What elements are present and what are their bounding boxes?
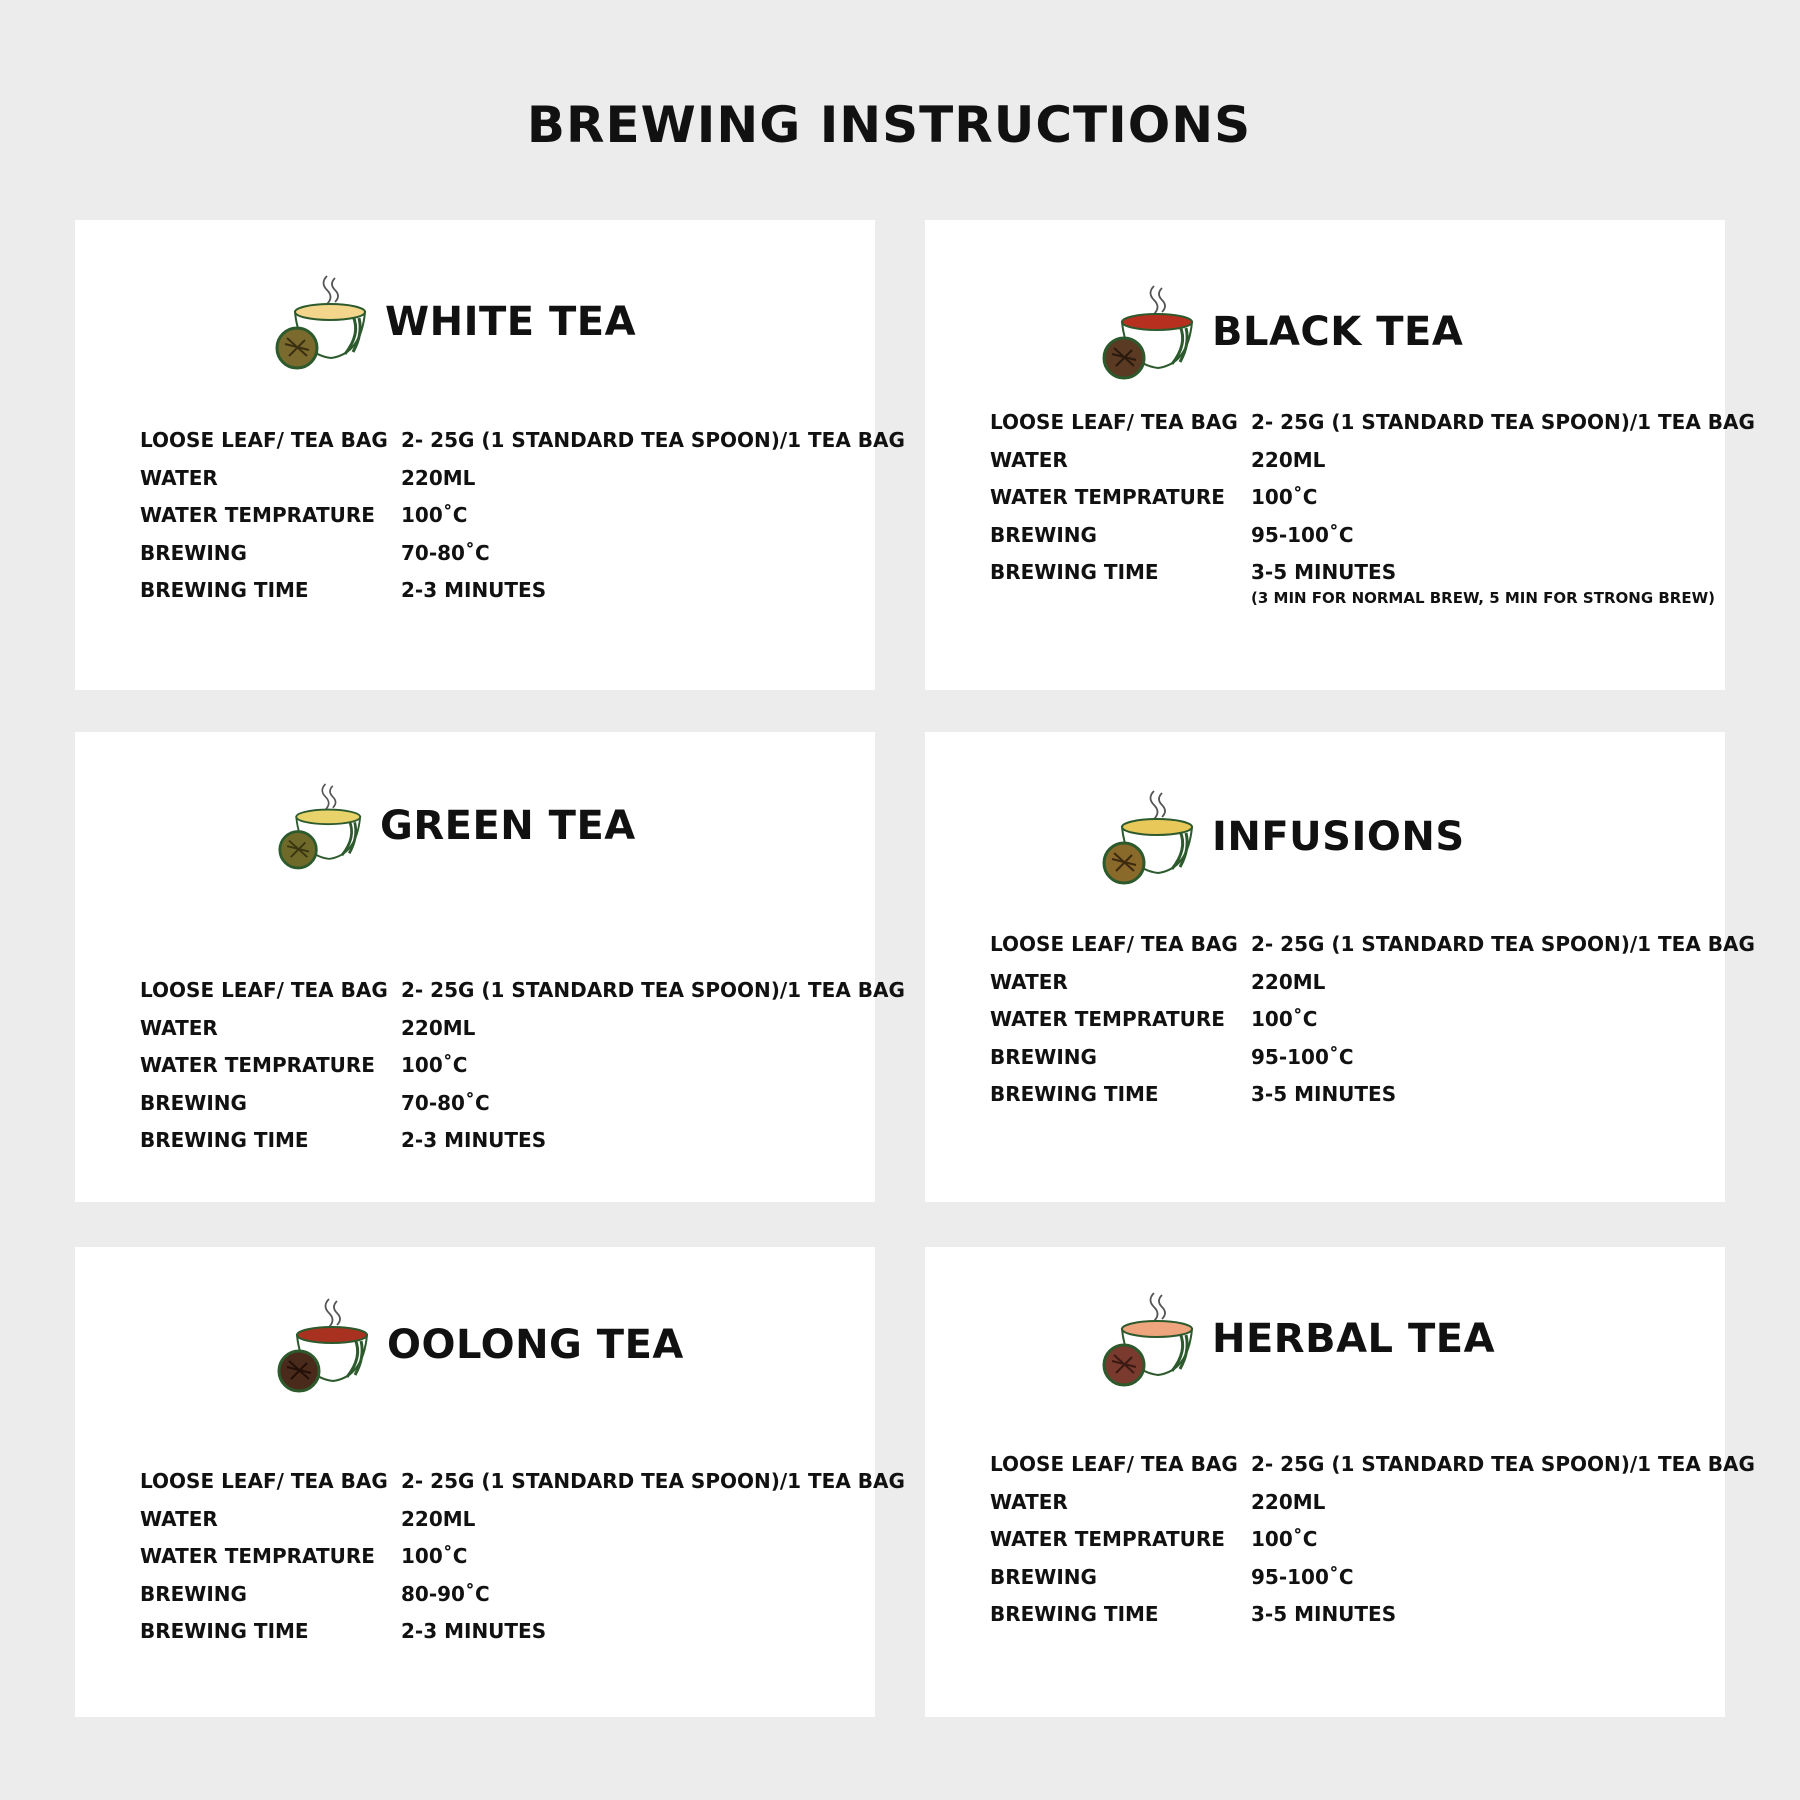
info-label: BREWING TIME: [990, 1082, 1159, 1106]
card-header: [277, 1295, 684, 1395]
info-row-loose-leaf: [140, 1469, 905, 1507]
info-row-water-temperature: [990, 1527, 1710, 1565]
info-value: 3-5 MINUTES: [1251, 560, 1397, 584]
page-title: BREWING INSTRUCTIONS: [526, 96, 1252, 154]
info-value: 2-3 MINUTES: [401, 1619, 547, 1643]
info-row-water: [990, 448, 1710, 486]
info-row-brewing: [140, 1582, 860, 1620]
info-table: [140, 1469, 905, 1657]
info-label: WATER: [990, 969, 1068, 994]
info-table: [990, 932, 1755, 1120]
card-title: OOLONG TEA: [387, 1322, 684, 1368]
info-row-brewing-time: [990, 1082, 1710, 1120]
tea-cup-icon: [1102, 787, 1194, 887]
info-label: BREWING: [990, 522, 1097, 547]
info-row-brewing-time: [990, 560, 1715, 607]
info-value: 2- 25G (1 STANDARD TEA SPOON)/1 TEA BAG: [1251, 932, 1755, 956]
brewing-time-note: (3 MIN FOR NORMAL BREW, 5 MIN FOR STRONG BREW): [1251, 589, 1715, 607]
info-label: WATER: [990, 1489, 1068, 1514]
card-title: HERBAL TEA: [1212, 1316, 1496, 1362]
tea-cup-icon: [1102, 1289, 1194, 1389]
info-label: WATER: [140, 1506, 218, 1531]
info-row-brewing-time: [140, 1128, 860, 1166]
info-table: [140, 978, 905, 1166]
card-title: WHITE TEA: [385, 299, 637, 345]
info-value: 220ML: [1251, 1489, 1326, 1514]
info-row-brewing: [990, 1565, 1710, 1603]
card-white-tea: [75, 220, 905, 690]
card-header: [1102, 787, 1465, 887]
info-value: 100˚C: [1251, 1007, 1318, 1031]
info-row-water-temperature: [140, 1053, 860, 1091]
info-label: BREWING TIME: [140, 1128, 309, 1152]
card-header: [275, 272, 636, 372]
info-row-loose-leaf: [990, 932, 1755, 970]
info-row-water-temperature: [990, 1007, 1710, 1045]
info-value: 100˚C: [401, 1544, 468, 1568]
info-label: LOOSE LEAF/ TEA BAG: [140, 428, 388, 452]
info-row-brewing: [990, 1045, 1710, 1083]
info-label: WATER: [140, 465, 218, 490]
info-row-brewing-time: [990, 1602, 1710, 1640]
info-label: LOOSE LEAF/ TEA BAG: [990, 1452, 1238, 1476]
info-label: WATER TEMPRATURE: [990, 1527, 1225, 1551]
info-value: 2-3 MINUTES: [401, 578, 547, 602]
card-herbal-tea: [925, 1247, 1755, 1717]
info-value: 95-100˚C: [1251, 1564, 1354, 1589]
info-label: BREWING TIME: [990, 560, 1159, 584]
info-value: 95-100˚C: [1251, 1044, 1354, 1069]
info-label: WATER: [140, 1015, 218, 1040]
info-row-water-temperature: [140, 503, 860, 541]
info-row-water: [140, 1016, 860, 1054]
info-value: 100˚C: [1251, 1527, 1318, 1551]
info-label: BREWING TIME: [990, 1602, 1159, 1626]
card-oolong-tea: [75, 1247, 905, 1717]
tea-cup-icon: [277, 1295, 369, 1395]
info-label: LOOSE LEAF/ TEA BAG: [990, 932, 1238, 956]
info-value: 220ML: [1251, 447, 1326, 472]
info-value: 2- 25G (1 STANDARD TEA SPOON)/1 TEA BAG: [401, 978, 905, 1002]
info-label: WATER TEMPRATURE: [140, 1544, 375, 1568]
info-value: 70-80˚C: [401, 1090, 490, 1115]
info-label: BREWING: [990, 1564, 1097, 1589]
card-title: GREEN TEA: [380, 803, 636, 849]
info-value: 100˚C: [401, 1053, 468, 1077]
tea-cup-icon: [278, 780, 362, 872]
info-row-loose-leaf: [140, 978, 905, 1016]
info-label: WATER: [990, 447, 1068, 472]
card-title: INFUSIONS: [1212, 814, 1465, 860]
info-table: [140, 428, 905, 616]
info-row-water-temperature: [990, 485, 1710, 523]
info-row-loose-leaf: [990, 1452, 1755, 1490]
info-value: 220ML: [1251, 969, 1326, 994]
info-table: [990, 1452, 1755, 1640]
info-label: LOOSE LEAF/ TEA BAG: [990, 410, 1238, 434]
info-label: BREWING: [140, 1581, 247, 1606]
info-label: BREWING TIME: [140, 578, 309, 602]
info-row-brewing-time: [140, 1619, 860, 1657]
card-title: BLACK TEA: [1212, 309, 1464, 355]
info-row-water: [140, 466, 860, 504]
info-label: BREWING: [140, 540, 247, 565]
info-value: 70-80˚C: [401, 540, 490, 565]
info-value: 220ML: [401, 1506, 476, 1531]
info-label: WATER TEMPRATURE: [140, 1053, 375, 1077]
info-label: WATER TEMPRATURE: [990, 1007, 1225, 1031]
info-label: WATER TEMPRATURE: [140, 503, 375, 527]
info-value: 100˚C: [401, 503, 468, 527]
tea-cup-icon: [275, 272, 367, 372]
info-row-water: [990, 970, 1710, 1008]
info-label: BREWING: [140, 1090, 247, 1115]
card-header: [1102, 282, 1463, 382]
info-row-brewing-time: [140, 578, 860, 616]
info-row-water: [140, 1507, 860, 1545]
card-black-tea: [925, 220, 1755, 690]
info-row-brewing: [990, 523, 1710, 561]
info-value: 100˚C: [1251, 485, 1318, 509]
info-label: LOOSE LEAF/ TEA BAG: [140, 978, 388, 1002]
tea-cup-icon: [1102, 282, 1194, 382]
card-infusions: [925, 732, 1755, 1202]
card-green-tea: [75, 732, 905, 1202]
info-row-water-temperature: [140, 1544, 860, 1582]
info-label: WATER TEMPRATURE: [990, 485, 1225, 509]
info-row-brewing: [140, 541, 860, 579]
card-header: [278, 780, 636, 872]
info-value: 3-5 MINUTES: [1251, 1602, 1397, 1626]
info-table: [990, 410, 1755, 607]
info-row-loose-leaf: [990, 410, 1755, 448]
info-row-loose-leaf: [140, 428, 905, 466]
info-value: 220ML: [401, 1015, 476, 1040]
info-value: 2- 25G (1 STANDARD TEA SPOON)/1 TEA BAG: [1251, 1452, 1755, 1476]
info-row-water: [990, 1490, 1710, 1528]
info-value: 2-3 MINUTES: [401, 1128, 547, 1152]
info-label: BREWING: [990, 1044, 1097, 1069]
info-value: 3-5 MINUTES: [1251, 1082, 1397, 1106]
info-value: 2- 25G (1 STANDARD TEA SPOON)/1 TEA BAG: [1251, 410, 1755, 434]
info-value: 80-90˚C: [401, 1581, 490, 1606]
info-label: BREWING TIME: [140, 1619, 309, 1643]
card-header: [1102, 1289, 1495, 1389]
info-value: 2- 25G (1 STANDARD TEA SPOON)/1 TEA BAG: [401, 428, 905, 452]
info-row-brewing: [140, 1091, 860, 1129]
info-value: 220ML: [401, 465, 476, 490]
info-value: 95-100˚C: [1251, 522, 1354, 547]
info-value: 2- 25G (1 STANDARD TEA SPOON)/1 TEA BAG: [401, 1469, 905, 1493]
info-label: LOOSE LEAF/ TEA BAG: [140, 1469, 388, 1493]
